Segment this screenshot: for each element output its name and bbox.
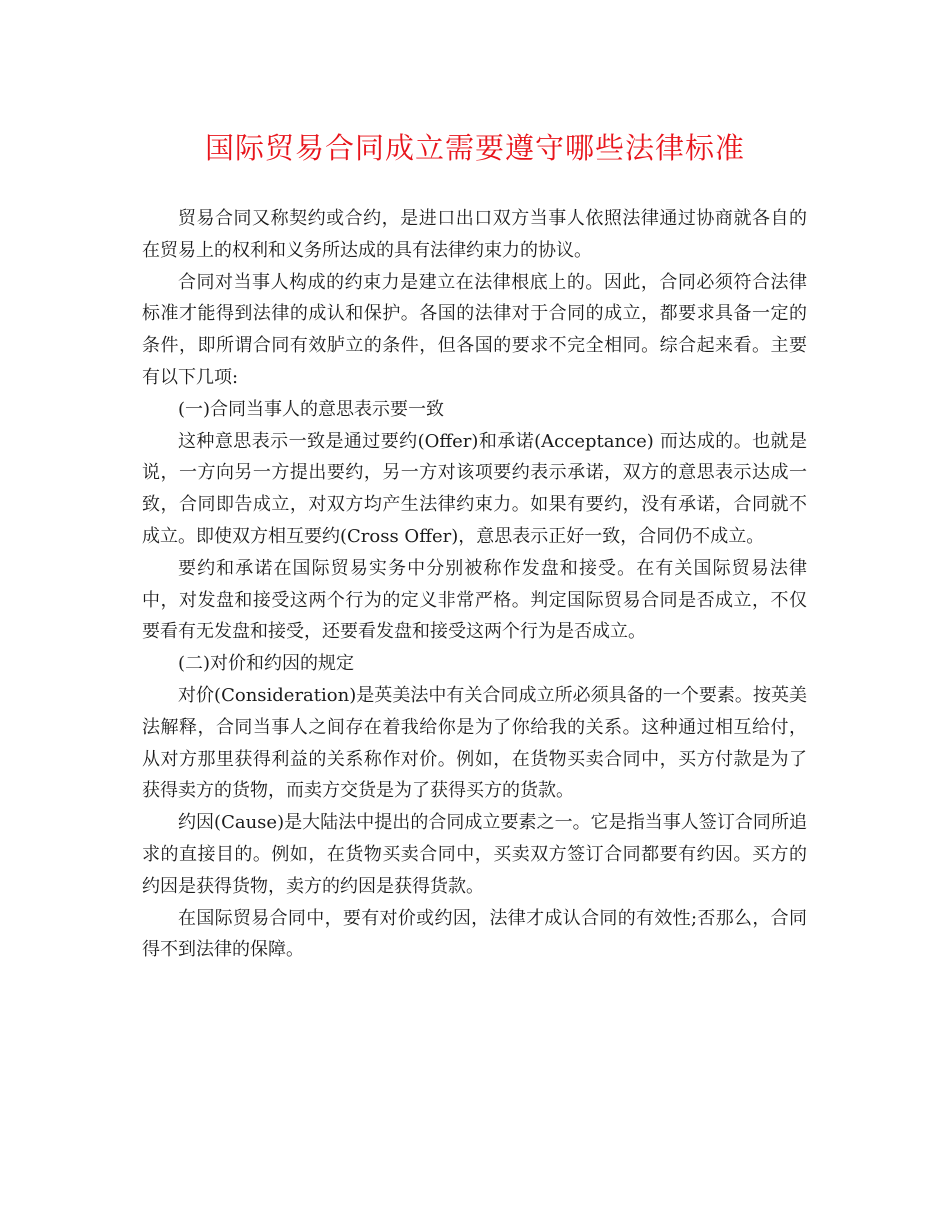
document-title: 国际贸易合同成立需要遵守哪些法律标准 [204, 131, 745, 165]
section-heading-1: (一)合同当事人的意思表示要一致 [178, 398, 445, 420]
paragraph-intro: 贸易合同又称契约或合约，是进口出口双方当事人依照法律通过协商就各自的在贸易上的权利和义务所达成的具有法律约束力的协议。 [142, 208, 807, 261]
paragraph-legal-basis: 合同对当事人构成的约束力是建立在法律根底上的。因此，合同必须符合法律标准才能得到法律的成认和保护。各国的法律对于合同的成立，都要求具备一定的条件，即所谓合同有效胪立的条件，但各国的要求不完全相同。综合起来看。主要有以下几项: [142, 271, 807, 388]
paragraph-consideration: 对价(Consideration)是英美法中有关合同成立所必须具备的一个要素。按英美法解释，合同当事人之间存在着我给你是为了你给我的关系。这种通过相互给付，从对方那里获得利益的关系称作对价。例如，在货物买卖合同中，买方付款是为了获得卖方的货物，而卖方交货是为了获得买方的货款。 [142, 684, 807, 802]
paragraph-conclusion: 在国际贸易合同中，要有对价或约因，法律才成认合同的有效性;否那么，合同得不到法律的保障。 [142, 907, 807, 961]
section-heading-2: (二)对价和约因的规定 [178, 653, 355, 675]
paragraph-offer-acceptance: 这种意思表示一致是通过要约(Offer)和承诺(Acceptance) 而达成的。也就是说，一方向另一方提出要约，另一方对该项要约表示承诺，双方的意思表示达成一致，合同即告成立，对双方均产生法律约束力。如果有要约，没有承诺，合同就不成立。即使双方相互要约(Cross Offer)，意思表示正好一致，合同仍不成立。 [142, 430, 807, 547]
paragraph-cause: 约因(Cause)是大陆法中提出的合同成立要素之一。它是指当事人签订合同所追求的直接目的。例如，在货物买卖合同中，买卖双方签订合同都要有约因。买方的约因是获得货物，卖方的约因是获得货款。 [142, 812, 807, 897]
document-body [142, 203, 807, 966]
paragraph-offer-practice: 要约和承诺在国际贸易实务中分别被称作发盘和接受。在有关国际贸易法律中，对发盘和接受这两个行为的定义非常严格。判定国际贸易合同是否成立，不仅要看有无发盘和接受，还要看发盘和接受这两个行为是否成立。 [142, 557, 807, 643]
